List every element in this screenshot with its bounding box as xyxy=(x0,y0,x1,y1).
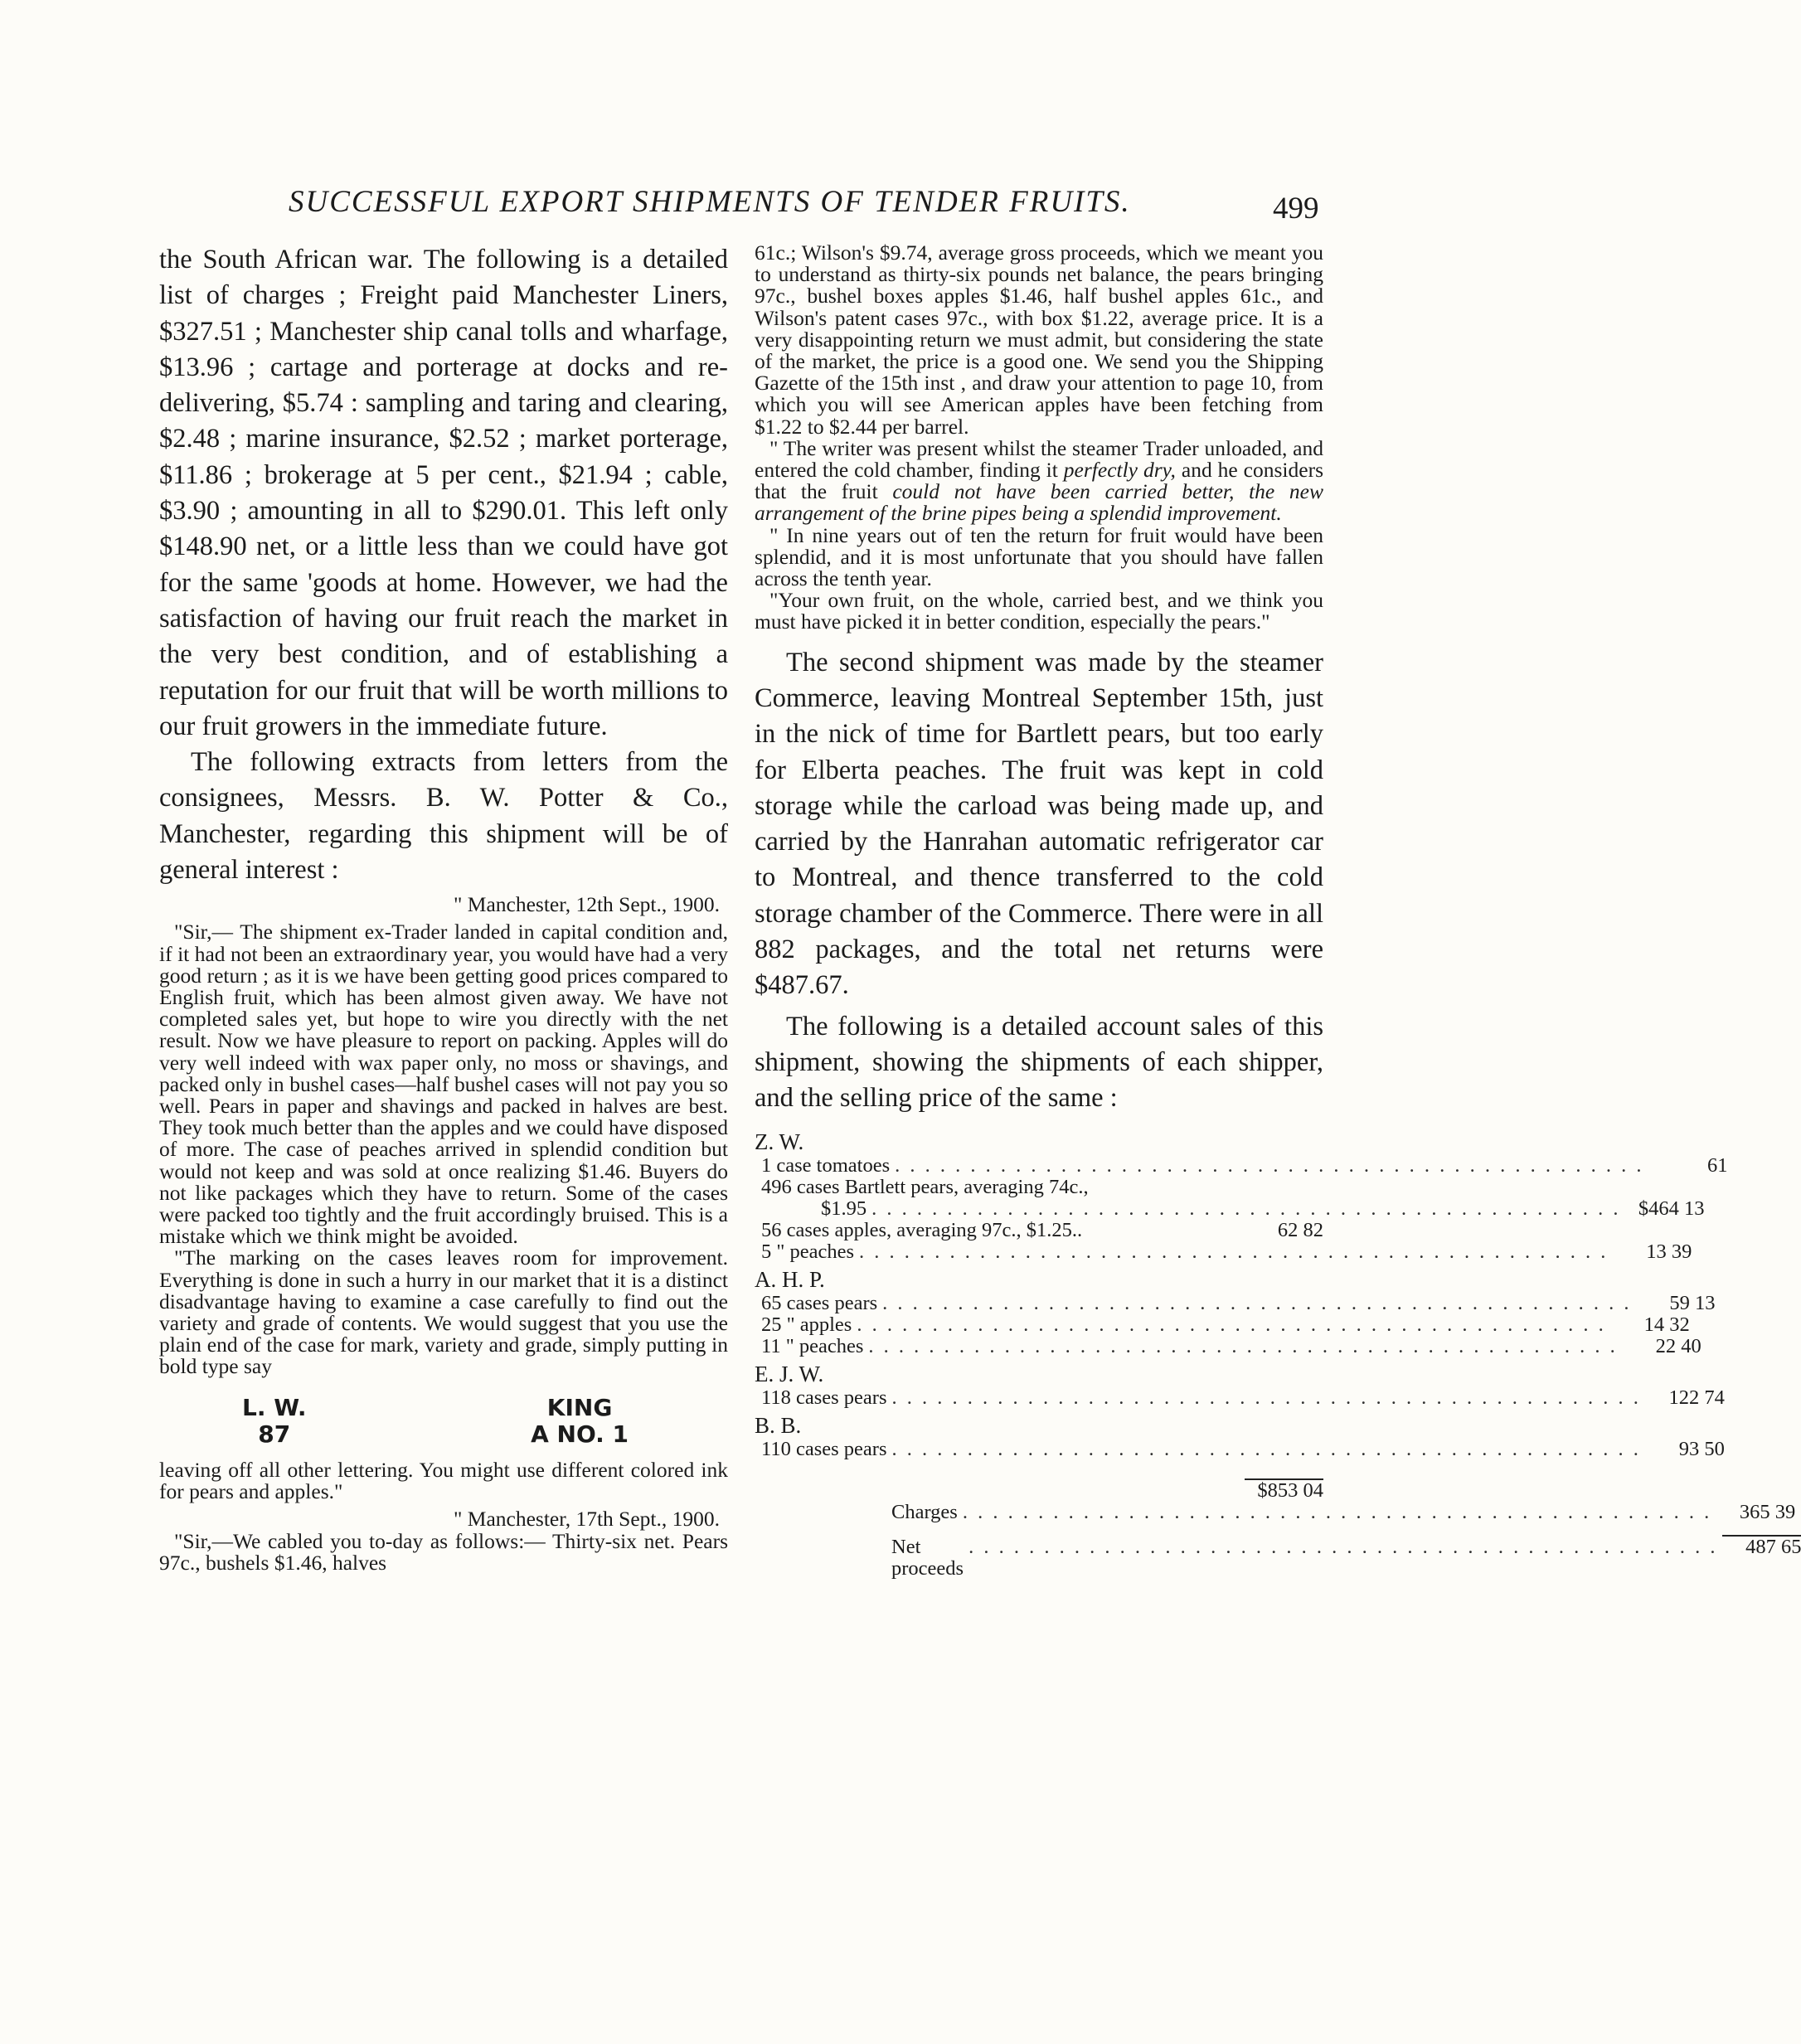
marking-initials: L. W. xyxy=(242,1393,307,1421)
marking-number: 87 xyxy=(258,1420,291,1448)
account-amount: 14 32 xyxy=(1643,1313,1690,1336)
case-marking-example xyxy=(159,1395,728,1448)
account-amount: 61 xyxy=(1707,1153,1728,1177)
account-description: 11 " peaches xyxy=(761,1334,864,1357)
right-column xyxy=(755,240,1801,1580)
account-description: 5 " peaches xyxy=(761,1240,855,1263)
account-line xyxy=(755,1291,1716,1314)
shipper-name: B. B. xyxy=(755,1412,802,1438)
leader-dots: . . . . . . . . . . . . . . . . . . . . . . . . . . . . . . . . . . . . . . . . . . . . . . . . . . xyxy=(868,1334,1618,1357)
account-net-line xyxy=(755,1535,1801,1580)
body-paragraph: the South African war. The following is a detailed list of charges ; Freight paid Manchester Liners, $327.51 ; Manchester ship canal tolls and wharfage, $13.96 ; cartage and porterage at docks and re-delivering, $5.74 : sampling and taring and clearing, $2.48 ; marine insurance, $2.52 ; market porterage, $11.86 ; brokerage at 5 per cent., $21.94 ; cable, $3.90 ; amounting in all to $290.01. This left only $148.90 net, or a little less than we could have got for the same 'goods at home. However, we had the satisfaction of having our fruit reach the market in the very best condition, and of establishing a reputation for our fruit that will be worth millions to our fruit growers in the immediate future. xyxy=(159,245,728,741)
letter-dateline: " Manchester, 17th Sept., 1900. xyxy=(453,1507,720,1532)
account-description: 496 cases Bartlett pears, averaging 74c., xyxy=(761,1175,1089,1198)
account-amount: 122 74 xyxy=(1668,1386,1725,1409)
account-amount: 62 82 xyxy=(1277,1218,1323,1241)
account-amount: 13 39 xyxy=(1646,1240,1692,1263)
leader-dots: . . . . . . . . . . . . . . . . . . . . . . . . . . . . . . . . . . . . . . . . . . . . . . . . . . xyxy=(871,1197,1621,1220)
body-paragraph: The following is a detailed account sales of this shipment, showing the shipments of each shipper, and the selling price of the same : xyxy=(755,1011,1323,1114)
left-column xyxy=(159,242,728,1574)
account-amount: 487 65 xyxy=(1722,1535,1801,1558)
body-paragraph: The second shipment was made by the steamer Commerce, leaving Montreal September 15th, just in the nick of time for Bartlett pears, but too early for Elberta peaches. The fruit was kept in cold storage while the carload was being made up, and carried by the Hanrahan automatic refrigerator car to Montreal, and thence transferred to the cold storage chamber of the Commerce. There were in all 882 packages, and the total net returns were $487.67. xyxy=(755,647,1323,1001)
account-line xyxy=(755,1334,1701,1357)
leader-dots: . . . . . . . . . . . . . . . . . . . . . . . . . . . . . . . . . . . . . . . . . . . . . . . . . . xyxy=(962,1500,1712,1523)
shipper-name: E. J. W. xyxy=(755,1361,824,1386)
account-line xyxy=(755,1220,1323,1241)
letter-text: and he considers that the fruit xyxy=(755,458,1323,504)
letter-italic-text: could not have been carried better, the new arrangement of the brine pipes being a splendid improvement. xyxy=(755,479,1323,526)
account-gross-line xyxy=(755,1478,1323,1502)
leader-dots: . . . . . . . . . . . . . . . . . . . . . . . . . . . . . . . . . . . . . . . . . . . . . . . . . . xyxy=(857,1313,1606,1336)
account-line xyxy=(755,1197,1705,1220)
account-line xyxy=(755,1437,1725,1460)
leader-dots: . . . . . . . . . . . . . . . . . . . . . . . . . . . . . . . . . . . . . . . . . . . . . . . . . . xyxy=(895,1153,1644,1177)
account-label: Net proceeds xyxy=(891,1535,964,1580)
account-description: 25 " apples xyxy=(761,1313,852,1336)
letter-paragraph: "Sir,—We cabled you to-day as follows:— Thirty-six net. Pears 97c., bushels $1.46, halves xyxy=(159,1529,728,1575)
running-title: SUCCESSFUL EXPORT SHIPMENTS OF TENDER FRUITS. xyxy=(289,185,1131,219)
letter-paragraph: "The marking on the cases leaves room for improvement. Everything is done in such a hurry in our market that it is a distinct disadvantage having to examine a case carefully to find out the variety and grade of contents. We would suggest that you use the plain end of the case for mark, variety and grade, simply putting in bold type say xyxy=(159,1245,728,1379)
letter-paragraph: "Your own fruit, on the whole, carried best, and we think you must have picked it in better condition, especially the pears." xyxy=(755,588,1323,634)
leader-dots: . . . . . . . . . . . . . . . . . . . . . . . . . . . . . . . . . . . . . . . . . . . . . . . . . . xyxy=(859,1240,1609,1263)
letter-paragraph xyxy=(755,435,1323,526)
account-amount: 59 13 xyxy=(1669,1291,1716,1314)
account-description: $1.95 xyxy=(821,1197,867,1220)
account-description: 56 cases apples, averaging 97c., $1.25.. xyxy=(761,1218,1083,1241)
account-sales-table xyxy=(755,1129,1801,1580)
marking-left xyxy=(242,1395,306,1448)
letter-dateline: " Manchester, 12th Sept., 1900. xyxy=(453,892,720,917)
account-description: 110 cases pears xyxy=(761,1437,887,1460)
leader-dots: . . . . . . . . . . . . . . . . . . . . . . . . . . . . . . . . . . . . . . . . . . . . . . . . . . xyxy=(968,1535,1718,1558)
letter-text: " The writer was present whilst the steamer Trader unloaded, and entered the cold chamber, finding it xyxy=(755,435,1323,483)
account-line xyxy=(755,1240,1692,1263)
letter-italic-text: perfectly dry, xyxy=(1063,458,1176,483)
letter-paragraph: "Sir,— The shipment ex-Trader landed in capital condition and, if it had not been an extraordinary year, you would have had a very good return ; as it is we have been getting good prices compared to English fruit, which has been almost given away. We have not completed sales yet, but hope to wire you directly with the net result. Now we have pleasure to report on packing. Apples will do very well indeed with wax paper only, no moss or shavings, and packed only in bushel cases—half bushel cases will not pay you so well. Pears in paper and shavings and packed in halves are best. They took much better than the apples and we could have disposed of more. The case of peaches arrived in splendid condition but would not keep and was sold at once realizing $1.46. Buyers do not like packages which they have to return. Some of the cases were packed too tightly and the fruit accordingly bruised. This is a mistake which we think might be avoided. xyxy=(159,920,728,1249)
leader-dots: . . . . . . . . . . . . . . . . . . . . . . . . . . . . . . . . . . . . . . . . . . . . . . . . . . xyxy=(882,1291,1632,1314)
account-description: 65 cases pears xyxy=(761,1291,878,1314)
account-description: 118 cases pears xyxy=(761,1386,887,1409)
account-amount: 365 39 xyxy=(1739,1500,1796,1523)
shipper-name: A. H. P. xyxy=(755,1266,825,1292)
letter-paragraph: " In nine years out of ten the return for fruit would have been splendid, and it is most unfortunate that you should have fallen across the tenth year. xyxy=(755,522,1323,591)
account-amount: $464 13 xyxy=(1638,1197,1705,1220)
leader-dots: . . . . . . . . . . . . . . . . . . . . . . . . . . . . . . . . . . . . . . . . . . . . . . . . . . xyxy=(891,1437,1641,1460)
marking-right xyxy=(531,1395,629,1448)
body-paragraph: The following extracts from letters from the consignees, Messrs. B. W. Potter & Co., Manchester, regarding this shipment will be of general interest : xyxy=(159,747,728,886)
account-line xyxy=(755,1313,1690,1336)
leader-dots: . . . . . . . . . . . . . . . . . . . . . . . . . . . . . . . . . . . . . . . . . . . . . . . . . . xyxy=(891,1386,1641,1409)
page-number: 499 xyxy=(1273,192,1319,226)
letter-paragraph: 61c.; Wilson's $9.74, average gross proceeds, which we meant you to understand as thirty-six pounds net balance, the pears bringing 97c., bushel boxes apples $1.46, half bushel apples 61c., and Wilson's patent cases 97c., with box $1.22, average price. It is a very disappointing return we must admit, but considering the state of the market, the price is a good one. We send you the Shipping Gazette of the 15th inst , and draw your attention to page 10, from which you will see American apples have been fetching from $1.22 to $2.44 per barrel. xyxy=(755,240,1323,439)
account-line xyxy=(755,1177,1323,1198)
account-amount: $853 04 xyxy=(1245,1478,1323,1502)
letter-paragraph: leaving off all other lettering. You might use different colored ink for pears and apples." xyxy=(159,1457,728,1503)
account-charges-line xyxy=(755,1500,1796,1523)
marking-variety: KING xyxy=(546,1393,613,1421)
shipper-name: Z. W. xyxy=(755,1129,804,1154)
account-label: Charges xyxy=(891,1500,958,1523)
account-line xyxy=(755,1386,1725,1409)
account-amount: 93 50 xyxy=(1678,1437,1725,1460)
marking-grade: A NO. 1 xyxy=(531,1420,629,1448)
account-line xyxy=(755,1153,1728,1177)
account-description: 1 case tomatoes xyxy=(761,1153,891,1177)
account-amount: 22 40 xyxy=(1655,1334,1701,1357)
